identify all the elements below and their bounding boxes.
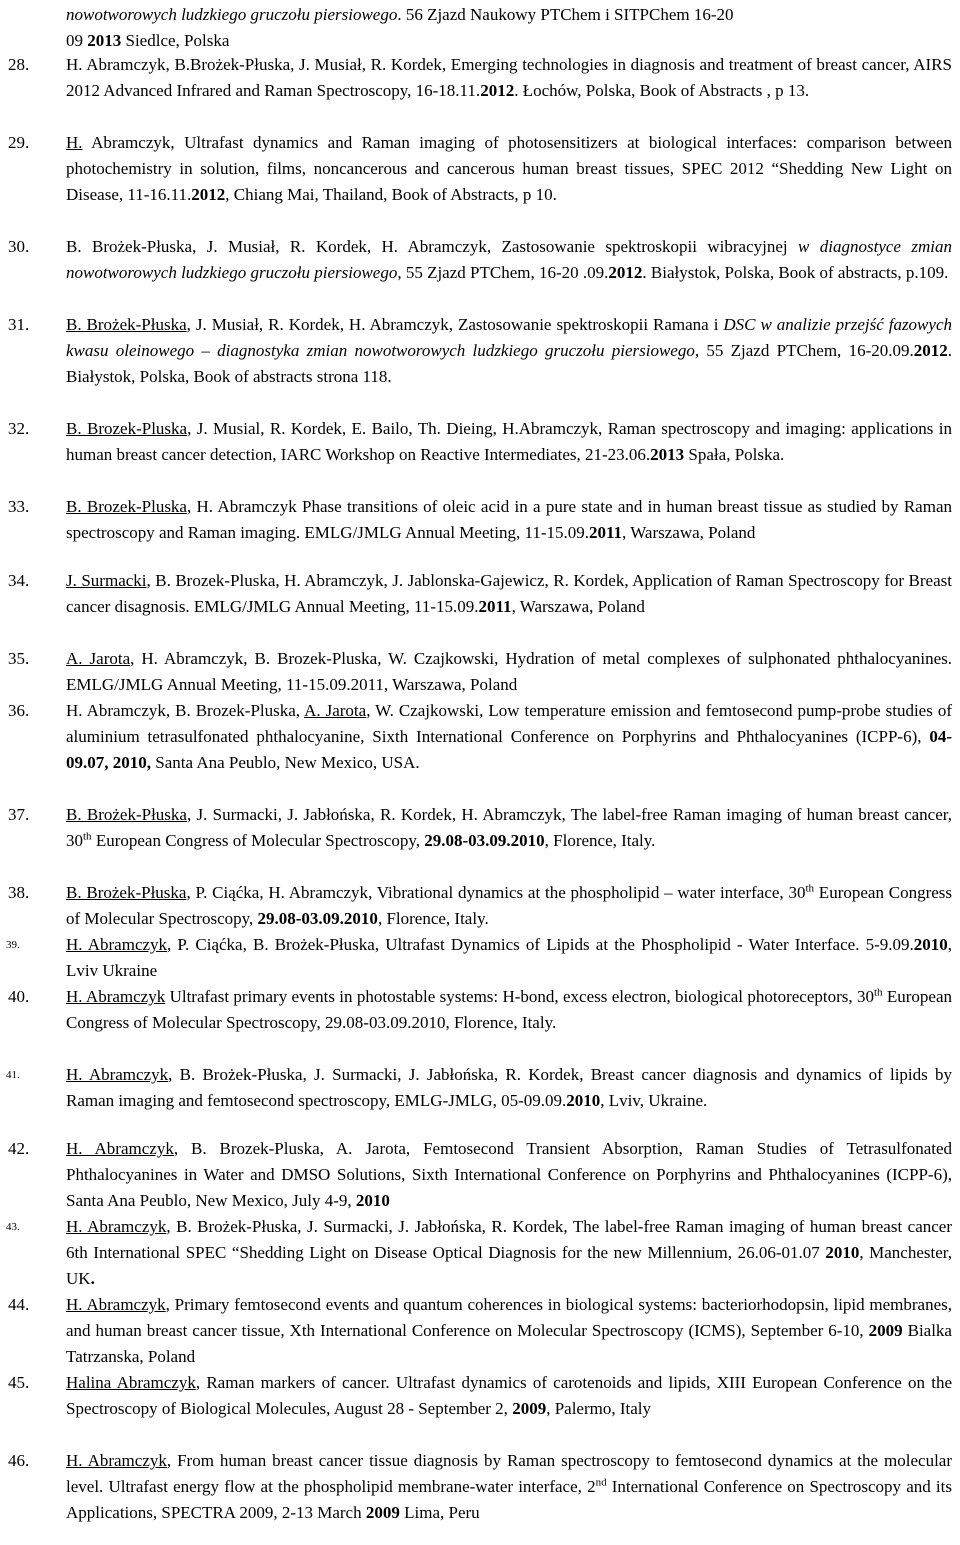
authors-underlined: B. Brozek-Pluska bbox=[66, 419, 188, 438]
text: , Vibrational dynamics at the phospholipid – water interface, 30 bbox=[368, 883, 806, 902]
text: , Raman markers of cancer. Ultrafast dynamics of carotenoids and lipids, XIII European Conference on the Spectroscopy of Biological Molecules, August 28 - September 2, bbox=[66, 1373, 952, 1418]
entry-text bbox=[66, 2, 952, 54]
authors: , P. Ciąćka, B. Brożek-Płuska bbox=[167, 935, 375, 954]
entry-text bbox=[66, 1370, 952, 1422]
authors-underlined: B. Brożek-Płuska bbox=[66, 883, 187, 902]
text: 09 bbox=[66, 31, 88, 50]
text: Siedlce, Polska bbox=[121, 31, 230, 50]
authors: , H. Abramczyk, B. Brozek-Pluska, W. Czajkowski bbox=[130, 649, 495, 668]
entry-text bbox=[66, 494, 952, 546]
bold-year: 2009 bbox=[512, 1399, 547, 1418]
continuation-entry bbox=[0, 2, 960, 54]
bold-year: 2009 bbox=[365, 1503, 400, 1522]
text: , Florence, Italy. bbox=[377, 909, 489, 928]
entry-text bbox=[66, 416, 952, 468]
authors-underlined: A. Jarota bbox=[66, 649, 131, 668]
bold-year: 2011 bbox=[478, 597, 512, 616]
reference-36 bbox=[0, 698, 960, 776]
authors-underlined: B. Brozek-Pluska bbox=[66, 497, 187, 516]
entry-number: 40. bbox=[8, 987, 30, 1006]
authors-underlined: H. Abramczyk bbox=[66, 1217, 167, 1236]
reference-46 bbox=[0, 1448, 960, 1526]
text: , 55 Zjazd PTChem, 16-20.09. bbox=[694, 341, 914, 360]
authors-underlined: J. Surmacki bbox=[66, 571, 147, 590]
entry-number: 43. bbox=[6, 1221, 20, 1233]
bold-date: 29.08-03.09.2010 bbox=[424, 831, 545, 850]
reference-43 bbox=[0, 1214, 960, 1292]
authors-underlined: H. bbox=[66, 133, 83, 152]
bold-date: 04-09.07, 2010, bbox=[66, 727, 952, 772]
bold-year: 2013 bbox=[87, 31, 122, 50]
authors-underlined: A. Jarota bbox=[304, 701, 367, 720]
entry-text bbox=[66, 984, 952, 1036]
bold-year: 2011 bbox=[588, 523, 623, 542]
entry-number: 45. bbox=[8, 1373, 30, 1392]
authors: , J. Surmacki, J. Jabłońska, R. Kordek, H. Abramczyk bbox=[186, 805, 562, 824]
text: International Conference on Spectroscopy and its Applications, SPECTRA 2009, 2-13 March bbox=[66, 1477, 952, 1522]
text: , Warszawa, Poland bbox=[511, 597, 645, 616]
reference-45 bbox=[0, 1370, 960, 1422]
reference-33 bbox=[0, 494, 960, 546]
reference-44 bbox=[0, 1292, 960, 1370]
bold-period: . bbox=[90, 1269, 95, 1288]
entry-number: 31. bbox=[8, 315, 30, 334]
reference-32 bbox=[0, 416, 960, 468]
entry-text bbox=[66, 234, 952, 286]
text: , Zastosowanie spektroskopii wibracyjnej bbox=[486, 237, 799, 256]
bold-year: 2012 bbox=[913, 341, 948, 360]
text: European Congress of Molecular Spectroscopy, bbox=[91, 831, 425, 850]
entry-number: 36. bbox=[8, 701, 30, 720]
text: , Palermo, Italy bbox=[546, 1399, 651, 1418]
authors-underlined: H. Abramczyk bbox=[66, 1065, 169, 1084]
authors: , B. Brozek-Pluska, A. Jarota bbox=[173, 1139, 406, 1158]
text: Santa Ana Peublo, New Mexico, USA. bbox=[151, 753, 420, 772]
text: , Zastosowanie spektroskopii Ramana i bbox=[448, 315, 724, 334]
reference-34 bbox=[0, 568, 960, 620]
entry-number: 42. bbox=[8, 1139, 30, 1158]
entry-number: 30. bbox=[8, 237, 30, 256]
reference-42 bbox=[0, 1136, 960, 1214]
entry-number: 39. bbox=[6, 939, 20, 951]
authors: , J. Musiał, R. Kordek, H. Abramczyk bbox=[186, 315, 449, 334]
authors: , J. Musial, R. Kordek, E. Bailo, Th. Dieing, H.Abramczyk bbox=[187, 419, 599, 438]
entry-number: 33. bbox=[8, 497, 30, 516]
text: , Femtosecond Transient Absorption, Raman Studies of Tetrasulfonated Phthalocyanines in Water and DMSO Solutions, Sixth International Conference on Porphyrins and Phthalocyanines (ICPP-6), Santa Ana Peublo, New Mexico, July 4-9, bbox=[66, 1139, 953, 1210]
entry-number: 32. bbox=[8, 419, 30, 438]
bold-year: 2010 bbox=[566, 1091, 601, 1110]
entry-text bbox=[66, 1062, 952, 1114]
text: , Low temperature emission and femtosecond pump-probe studies of aluminium tetrasulfonated phthalocyanine, Sixth International Conference on Porphyrins and Phthalocyanines (ICPP-6), bbox=[66, 701, 952, 746]
text: , Manchester, UK bbox=[66, 1243, 953, 1288]
text: , Hydration of metal complexes of sulphonated phthalocyanines. EMLG/JMLG Annual Meeting, 11-15.09.2011, Warszawa, Poland bbox=[66, 649, 952, 694]
entry-text bbox=[66, 568, 952, 620]
text: European Congress of Molecular Spectroscopy, 29.08-03.09.2010, Florence, Italy. bbox=[66, 987, 953, 1032]
italic-text: DSC w analizie przejść fazowych kwasu oleinowego – diagnostyka zmian nowotworowych ludzkiego gruczołu piersiowego bbox=[66, 315, 952, 360]
text: , Lviv Ukraine bbox=[66, 935, 952, 980]
entry-text bbox=[66, 802, 952, 854]
entry-number: 34. bbox=[8, 571, 30, 590]
text: Lima, Peru bbox=[399, 1503, 480, 1522]
superscript: th bbox=[873, 986, 883, 999]
authors: , B. Brożek-Płuska, J. Surmacki, J. Jabłońska, R. Kordek bbox=[168, 1065, 580, 1084]
text: , Florence, Italy. bbox=[544, 831, 656, 850]
text: Bialka Tatrzanska, Poland bbox=[66, 1321, 952, 1366]
bold-year: 2010 bbox=[825, 1243, 860, 1262]
bold-year: 2012 bbox=[191, 185, 226, 204]
authors-underlined: H. Abramczyk bbox=[66, 1451, 167, 1470]
text: , Warszawa, Poland bbox=[622, 523, 756, 542]
text: , Primary femtosecond events and quantum coherences in biological systems: bacteriorhodopsin, lipid membranes, and human breast cancer tissue, Xth International Conference on Molecular Spectroscopy (ICMS), September 6-10, bbox=[66, 1295, 953, 1340]
text: , Chiang Mai, Thailand, Book of Abstracts, p 10. bbox=[225, 185, 557, 204]
reference-39 bbox=[0, 932, 960, 984]
authors-underlined: H. Abramczyk bbox=[66, 987, 166, 1006]
text: . Białystok, Polska, Book of abstracts, p.109. bbox=[642, 263, 949, 282]
reference-29 bbox=[0, 130, 960, 208]
authors-underlined: B. Brożek-Płuska bbox=[66, 805, 187, 824]
entry-text bbox=[66, 698, 952, 776]
italic-text: nowotworowych ludzkiego gruczołu piersiowego bbox=[66, 5, 398, 24]
authors: H. Abramczyk, B. Brozek-Pluska, bbox=[66, 701, 305, 720]
superscript: th bbox=[805, 882, 815, 895]
text: Phase transitions of oleic acid in a pure state and in human breast tissue as studied by Raman spectroscopy and Raman imaging. EMLG/JMLG Annual Meeting, 11-15.09. bbox=[66, 497, 952, 542]
text: Ultrafast primary events in photostable systems: H-bond, excess electron, biological photoreceptors, 30 bbox=[165, 987, 874, 1006]
superscript: nd bbox=[595, 1476, 607, 1489]
authors: , H. Abramczyk bbox=[186, 497, 297, 516]
entry-number: 44. bbox=[8, 1295, 30, 1314]
entry-number: 37. bbox=[8, 805, 30, 824]
bold-year: 2012 bbox=[608, 263, 643, 282]
italic-text: w diagnostyce zmian nowotworowych ludzkiego gruczołu piersiowego bbox=[66, 237, 952, 282]
text: , Raman spectroscopy and imaging: applications in human breast cancer detection, IARC Workshop on Reactive Intermediates, 21-23.06. bbox=[66, 419, 952, 464]
bold-year: 2012 bbox=[480, 81, 515, 100]
entry-text bbox=[66, 646, 952, 698]
entry-text bbox=[66, 880, 952, 932]
text: , Breast cancer diagnosis and dynamics of lipids by Raman imaging and femtosecond spectroscopy, EMLG-JMLG, 05-09.09. bbox=[66, 1065, 953, 1110]
entry-text bbox=[66, 932, 952, 984]
authors: , B. Brozek-Pluska, H. Abramczyk, J. Jablonska-Gajewicz, R. Kordek bbox=[146, 571, 625, 590]
bold-year: 2009 bbox=[868, 1321, 903, 1340]
authors: , B. Brożek-Płuska, J. Surmacki, J. Jabłońska, R. Kordek bbox=[166, 1217, 564, 1236]
text: , Ultrafast Dynamics of Lipids at the Phospholipid - Water Interface. 5-9.09. bbox=[374, 935, 914, 954]
text: European Congress of Molecular Spectroscopy, bbox=[66, 883, 953, 928]
authors-underlined: B. Brożek-Płuska bbox=[66, 315, 187, 334]
reference-31 bbox=[0, 312, 960, 390]
reference-40 bbox=[0, 984, 960, 1036]
text: , Emerging technologies in diagnosis and treatment of breast cancer, AIRS 2012 Advanced Infrared and Raman Spectroscopy, 16-18.11. bbox=[66, 55, 952, 100]
entry-text bbox=[66, 1292, 952, 1370]
entry-number: 28. bbox=[8, 55, 30, 74]
authors-underlined: H. Abramczyk bbox=[66, 935, 168, 954]
reference-28 bbox=[0, 52, 960, 104]
text: , 55 Zjazd PTChem, 16-20 .09. bbox=[397, 263, 609, 282]
entry-text bbox=[66, 312, 952, 390]
reference-37 bbox=[0, 802, 960, 854]
text: Spała, Polska. bbox=[684, 445, 785, 464]
text: , Application of Raman Spectroscopy for Breast cancer disagnosis. EMLG/JMLG Annual Meeting, 11-15.09. bbox=[66, 571, 952, 616]
entry-number: 35. bbox=[8, 649, 30, 668]
reference-41 bbox=[0, 1062, 960, 1114]
text: . 56 Zjazd Naukowy PTChem i SITPChem 16-20 bbox=[397, 5, 734, 24]
authors: H. Abramczyk, B.Brożek-Płuska, J. Musiał, R. Kordek bbox=[66, 55, 442, 74]
entry-number: 46. bbox=[8, 1451, 30, 1470]
entry-number: 29. bbox=[8, 133, 30, 152]
authors-underlined: H. Abramczyk bbox=[66, 1139, 174, 1158]
text: . Białystok, Polska, Book of abstracts strona 118. bbox=[66, 341, 952, 386]
bold-year: 2010 bbox=[913, 935, 948, 954]
entry-text bbox=[66, 130, 952, 208]
text: . Łochów, Polska, Book of Abstracts , p 13. bbox=[514, 81, 810, 100]
text: , The label-free Raman imaging of human breast cancer, 30 bbox=[66, 805, 952, 850]
authors: , P. Ciąćka, H. Abramczyk bbox=[186, 883, 369, 902]
authors: Abramczyk bbox=[82, 133, 171, 152]
text: , The label-free Raman imaging of human breast cancer 6th International SPEC “Shedding Light on Disease Optical Diagnosis for the new Millennium, 26.06-01.07 bbox=[66, 1217, 952, 1262]
entry-text bbox=[66, 1136, 952, 1214]
entry-text bbox=[66, 1448, 952, 1526]
text: , From human breast cancer tissue diagnosis by Raman spectroscopy to femtosecond dynamics at the molecular level. Ultrafast energy flow at the phospholipid membrane-water interface, 2 bbox=[66, 1451, 952, 1496]
superscript: th bbox=[83, 830, 92, 843]
reference-35 bbox=[0, 646, 960, 698]
authors-underlined: H. Abramczyk bbox=[66, 1295, 166, 1314]
entry-number: 38. bbox=[8, 883, 30, 902]
reference-30 bbox=[0, 234, 960, 286]
authors-underlined: Halina Abramczyk bbox=[66, 1373, 196, 1392]
bold-date: 29.08-03.09.2010 bbox=[257, 909, 378, 928]
text: , Lviv, Ukraine. bbox=[600, 1091, 708, 1110]
bold-year: 2013 bbox=[650, 445, 685, 464]
entry-text bbox=[66, 52, 952, 104]
entry-text bbox=[66, 1214, 952, 1292]
authors: , W. Czajkowski bbox=[366, 701, 480, 720]
entry-number: 41. bbox=[6, 1069, 20, 1081]
text: , Ultrafast dynamics and Raman imaging of photosensitizers at biological interfaces: comparison between photochemistry in solution, films, noncancerous and cancerous human breast tissues, SPEC 2012 “Shedding New Light on Disease, 11-16.11. bbox=[66, 133, 953, 204]
authors: B. Brożek-Płuska, J. Musiał, R. Kordek, H. Abramczyk bbox=[66, 237, 487, 256]
bold-year: 2010 bbox=[355, 1191, 390, 1210]
reference-38 bbox=[0, 880, 960, 932]
